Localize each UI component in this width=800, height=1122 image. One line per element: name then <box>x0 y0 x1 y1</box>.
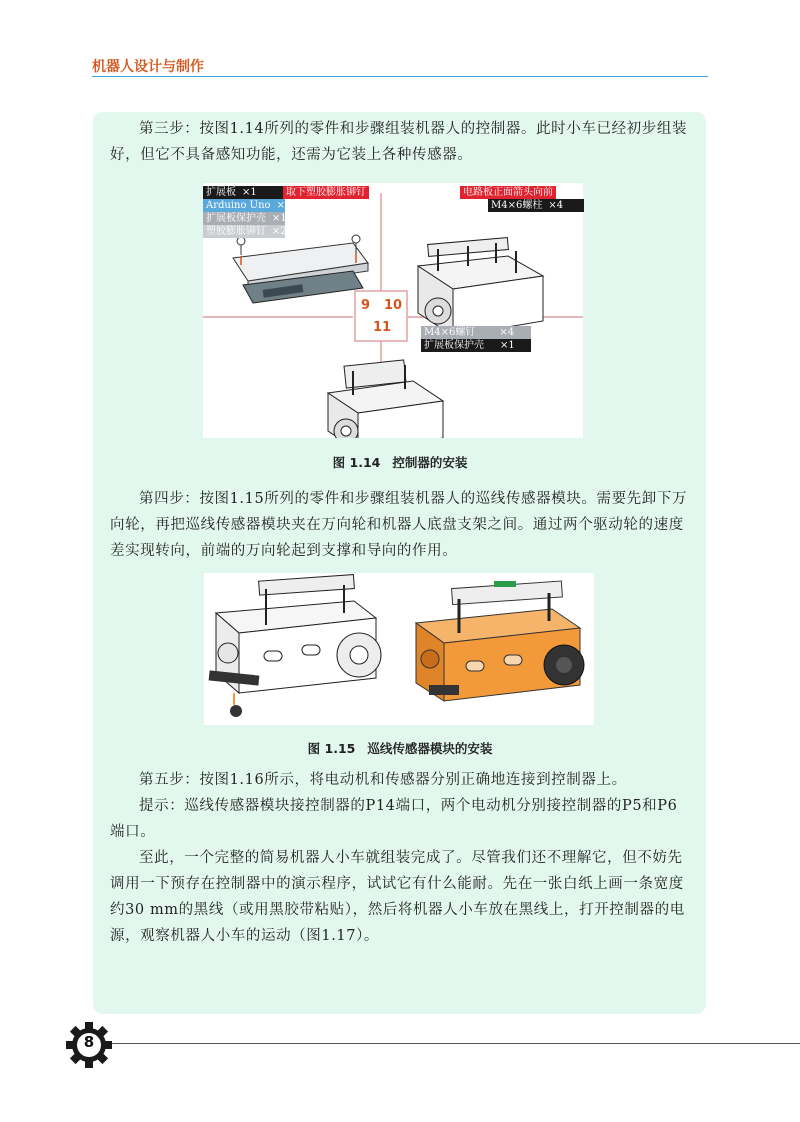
part-label-plastic-rivet <box>203 225 285 238</box>
paragraph-conclusion-text: 至此，一个完整的简易机器人小车就组装完成了。尽管我们还不理解它，但不妨先调用一下预存在控制器中的演示程序，试试它有什么能耐。先在一张白纸上画一条宽度约30 mm的黑线（或用黑胶带粘贴），然后将机器人小车放在黑线上，打开控制器的电源，观察机器人小车的运动（图1.17）。 <box>110 850 685 944</box>
paragraph-step5-block <box>110 767 692 949</box>
header-rule <box>92 76 708 77</box>
paragraph-tip-text: 提示：巡线传感器模块接控制器的P14端口，两个电动机分别接控制器的P5和P6端口。 <box>110 798 678 840</box>
paragraph-step4-text: 第四步：按图1.15所列的零件和步骤组装机器人的巡线传感器模块。需要先卸下万向轮，再把巡线传感器模块夹在万向轮和机器人底盘支架之间。通过两个驱动轮的速度差实现转向，前端的万向轮起到支撑和导向的作用。 <box>110 491 688 559</box>
part-name: 扩展板保护壳 <box>206 213 266 224</box>
paragraph-step3 <box>110 116 692 168</box>
part-label-expansion-board <box>203 186 285 199</box>
part-label-m4-screw <box>421 326 531 339</box>
step-number-11: 11 <box>373 320 392 335</box>
part-name: 塑胶膨胀铆钉 <box>206 226 266 237</box>
paragraph-step4 <box>110 486 692 564</box>
part-qty: ×1 <box>242 187 257 198</box>
caption-text: 控制器的安装 <box>392 455 468 470</box>
caption-figure-1-15 <box>0 739 800 757</box>
note-board-front: 电路板正面箭头向前 <box>460 186 556 199</box>
step-number-9: 9 <box>361 298 371 313</box>
part-label-m4-column <box>488 199 584 212</box>
robot-orange <box>416 581 584 701</box>
part-name: 扩展板 <box>206 187 236 198</box>
part-qty: ×1 <box>276 200 292 211</box>
paragraph-step5-text: 第五步：按图1.16所示，将电动机和传感器分别正确地连接到控制器上。 <box>139 772 627 788</box>
part-qty: ×4 <box>499 327 515 338</box>
caption-figure-1-14 <box>0 453 800 471</box>
part-name: M4×6螺钉 <box>424 327 476 338</box>
note-remove-rivet: 取下塑胶膨胀铆钉 <box>283 186 369 199</box>
part-name: Arduino Uno <box>206 200 271 211</box>
part-qty: ×1 <box>500 340 515 351</box>
figure-1-14 <box>203 183 583 438</box>
part-qty: ×1 <box>272 213 287 224</box>
part-name: 扩展板保护壳 <box>424 340 484 351</box>
part-name: M4×6螺柱 <box>491 200 543 211</box>
part-qty: ×2 <box>272 226 287 237</box>
controller-board-exploded <box>233 235 368 303</box>
robot-with-columns <box>418 238 543 336</box>
caption-number: 图 1.15 <box>307 741 356 756</box>
running-header: 机器人设计与制作 <box>92 59 204 75</box>
robot-line-art <box>209 575 381 717</box>
footer-rule <box>110 1043 800 1044</box>
part-label-board-shell <box>203 212 285 225</box>
step-number-10: 10 <box>384 298 403 313</box>
part-qty: ×4 <box>548 200 564 211</box>
paragraph-step3-text: 第三步：按图1.14所列的零件和步骤组装机器人的控制器。此时小车已经初步组装好，但它不具备感知功能，还需为它装上各种传感器。 <box>110 121 688 163</box>
part-label-shell-bottom <box>421 339 531 352</box>
caption-number: 图 1.14 <box>332 455 381 470</box>
figure-1-15 <box>204 573 594 725</box>
caption-text: 巡线传感器模块的安装 <box>367 741 493 756</box>
figure-1-15-illustration <box>204 573 594 725</box>
robot-assembled <box>328 360 443 438</box>
page-number: 8 <box>83 1033 95 1051</box>
part-label-arduino-uno <box>203 199 292 212</box>
